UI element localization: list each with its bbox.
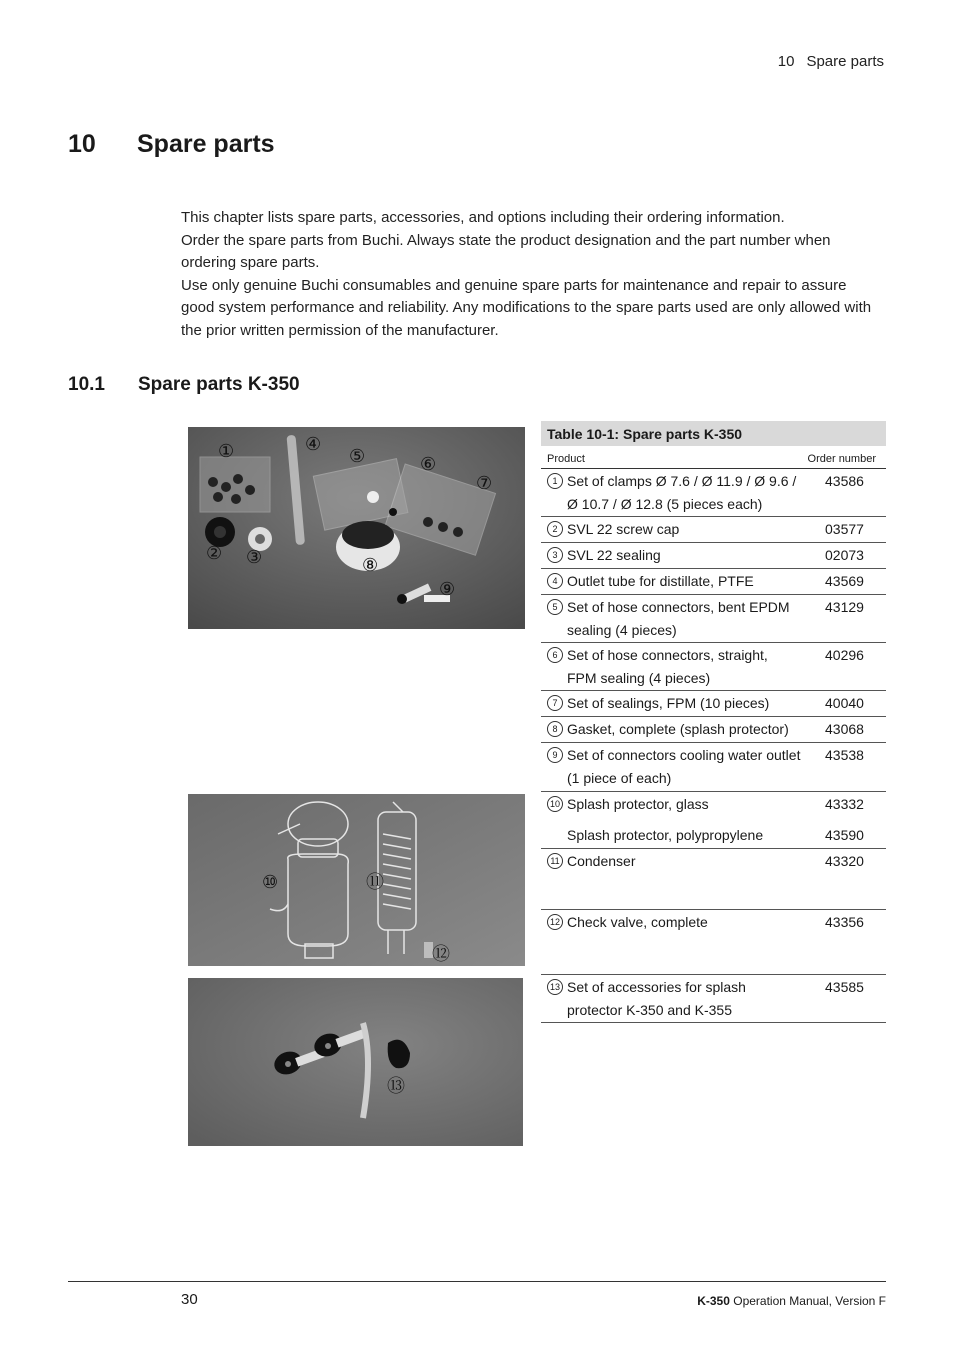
item-number-badge: 9: [547, 747, 563, 763]
intro-text: [181, 207, 881, 342]
section-number: 10.1: [68, 374, 105, 395]
product-name: Condenser: [567, 853, 636, 869]
section-title: [68, 374, 300, 396]
order-number: 43356: [825, 914, 864, 930]
item-number-badge: 13: [547, 979, 563, 995]
table-row: [541, 823, 886, 849]
callout-2: ②: [206, 543, 223, 564]
footer-divider: [68, 1281, 886, 1282]
spare-parts-photo: [188, 427, 525, 629]
order-number: 43590: [825, 827, 864, 843]
table-row: [541, 569, 886, 595]
product-name: Check valve, complete: [567, 914, 708, 930]
table-row: [541, 543, 886, 569]
order-number: 40296: [825, 647, 864, 663]
callout-12: ⑫: [432, 944, 450, 965]
table-header: [541, 446, 886, 469]
product-name: Gasket, complete (splash protector): [567, 721, 789, 737]
table-row: [541, 743, 886, 792]
intro-paragraph: This chapter lists spare parts, accessories, and options including their ordering information.: [181, 209, 785, 226]
order-number: 43569: [825, 573, 864, 589]
column-header-product: Product: [547, 453, 585, 465]
item-number-badge: 3: [547, 547, 563, 563]
order-number: 02073: [825, 547, 864, 563]
product-name: Set of hose connectors, bent EPDM sealing (4 pieces): [567, 599, 790, 638]
item-number-badge: 7: [547, 695, 563, 711]
callout-9: ⑨: [439, 579, 456, 600]
column-header-order-number: Order number: [807, 453, 876, 465]
product-name: Set of accessories for splash protector K-350 and K-355: [567, 979, 746, 1018]
product-name: Splash protector, polypropylene: [567, 827, 764, 843]
table-row: [541, 849, 886, 910]
callout-4: ④: [305, 434, 322, 455]
product-name: SVL 22 screw cap: [567, 521, 680, 537]
item-number-badge: 12: [547, 914, 563, 930]
intro-paragraph: Order the spare parts from Buchi. Always state the product designation and the part number when ordering spare parts.: [181, 231, 831, 271]
intro-paragraph: Use only genuine Buchi consumables and genuine spare parts for maintenance and repair to assure good system performance and reliability. Any modifications to the spare parts used are only allowed with the prior written permission of the manufacturer.: [181, 276, 872, 339]
table-row: [541, 517, 886, 543]
page-number: 30: [181, 1291, 198, 1308]
item-number-badge: 1: [547, 473, 563, 489]
callout-5: ⑤: [349, 446, 366, 467]
table-row: [541, 717, 886, 743]
table-row: [541, 975, 886, 1023]
order-number: 43586: [825, 473, 864, 489]
order-number: 43332: [825, 796, 864, 812]
glassware-photo: [188, 794, 525, 966]
order-number: 43068: [825, 721, 864, 737]
spare-parts-table: [541, 421, 886, 1023]
callout-13: ⑬: [387, 1076, 405, 1097]
accessories-photo: [188, 978, 523, 1146]
item-number-badge: 2: [547, 521, 563, 537]
table-row: [541, 691, 886, 717]
table-row: [541, 595, 886, 643]
order-number: 40040: [825, 695, 864, 711]
product-name: SVL 22 sealing: [567, 547, 661, 563]
item-number-badge: 4: [547, 573, 563, 589]
chapter-number: 10: [68, 130, 96, 158]
callout-7: ⑦: [476, 473, 493, 494]
product-name: Set of connectors cooling water outlet (1 piece of each): [567, 747, 801, 786]
callout-8: ⑧: [362, 555, 379, 576]
chapter-title: [68, 130, 275, 159]
chapter-name: Spare parts: [137, 130, 275, 158]
callout-10: ⑩: [262, 872, 279, 893]
item-number-badge: 8: [547, 721, 563, 737]
item-number-badge: 10: [547, 796, 563, 812]
item-number-badge: 11: [547, 853, 563, 869]
product-name: Set of hose connectors, straight, FPM sealing (4 pieces): [567, 647, 768, 686]
table-row: [541, 469, 886, 517]
running-header: [778, 53, 884, 70]
footer-document-title: [697, 1294, 886, 1308]
item-number-badge: 5: [547, 599, 563, 615]
footer-model: K-350: [697, 1294, 730, 1308]
table-row: [541, 643, 886, 691]
callout-11: ⑪: [366, 872, 384, 893]
running-header-number: 10: [777, 53, 795, 70]
product-name: Set of clamps Ø 7.6 / Ø 11.9 / Ø 9.6 / Ø 10.7 / Ø 12.8 (5 pieces each): [567, 473, 797, 512]
table-caption: Table 10-1: Spare parts K-350: [541, 421, 886, 446]
section-name: Spare parts K-350: [138, 374, 300, 395]
order-number: 43129: [825, 599, 864, 615]
order-number: 03577: [825, 521, 864, 537]
running-header-title: Spare parts: [806, 53, 884, 70]
order-number: 43538: [825, 747, 864, 763]
callout-1: ①: [218, 441, 235, 462]
callout-3: ③: [246, 547, 263, 568]
order-number: 43320: [825, 853, 864, 869]
callout-6: ⑥: [420, 454, 437, 475]
product-name: Outlet tube for distillate, PTFE: [567, 573, 754, 589]
order-number: 43585: [825, 979, 864, 995]
table-row: [541, 910, 886, 975]
product-name: Set of sealings, FPM (10 pieces): [567, 695, 770, 711]
product-name: Splash protector, glass: [567, 796, 709, 812]
footer-doc-name: Operation Manual, Version F: [733, 1294, 886, 1308]
table-row: [541, 792, 886, 823]
item-number-badge: 6: [547, 647, 563, 663]
